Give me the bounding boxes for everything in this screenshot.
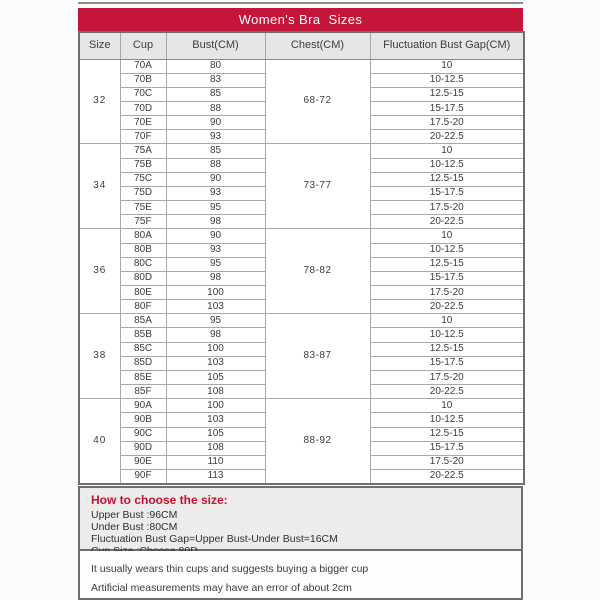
bust-cell-85A: 95: [166, 314, 265, 328]
chest-cell-38: 83-87: [265, 314, 370, 399]
gap-cell-90C: 12.5-15: [370, 427, 524, 441]
bust-cell-80D: 98: [166, 271, 265, 285]
cup-cell-80A: 80A: [120, 229, 166, 243]
gap-cell-80C: 12.5-15: [370, 257, 524, 271]
cup-cell-70C: 70C: [120, 87, 166, 101]
chest-cell-40: 88-92: [265, 399, 370, 484]
cup-cell-75F: 75F: [120, 215, 166, 229]
cup-cell-80C: 80C: [120, 257, 166, 271]
cup-cell-70D: 70D: [120, 101, 166, 115]
cup-cell-75D: 75D: [120, 186, 166, 200]
bust-cell-90B: 103: [166, 413, 265, 427]
how-to-heading: How to choose the size:: [91, 493, 228, 507]
size-cell-38: 38: [79, 314, 120, 399]
cup-cell-75B: 75B: [120, 158, 166, 172]
bust-cell-70B: 83: [166, 73, 265, 87]
cup-cell-75A: 75A: [120, 144, 166, 158]
bust-cell-90F: 113: [166, 470, 265, 484]
bust-cell-90E: 110: [166, 455, 265, 469]
cup-cell-85F: 85F: [120, 385, 166, 399]
cup-cell-85E: 85E: [120, 370, 166, 384]
gap-cell-90A: 10: [370, 399, 524, 413]
bust-cell-85D: 103: [166, 356, 265, 370]
how-to-lines: [91, 509, 511, 557]
cup-cell-80F: 80F: [120, 300, 166, 314]
gap-cell-90B: 10-12.5: [370, 413, 524, 427]
cup-cell-90E: 90E: [120, 455, 166, 469]
gap-cell-85C: 12.5-15: [370, 342, 524, 356]
bra-size-table: [78, 31, 525, 485]
cup-cell-70A: 70A: [120, 59, 166, 73]
column-header-bust-cm: Bust(CM): [166, 32, 265, 59]
gap-cell-85D: 15-17.5: [370, 356, 524, 370]
bust-cell-85C: 100: [166, 342, 265, 356]
table-row-70A: [79, 59, 524, 73]
note-line-2: Artificial measurements may have an error of about 2cm: [91, 582, 352, 594]
size-cell-40: 40: [79, 399, 120, 484]
size-cell-32: 32: [79, 59, 120, 144]
bust-cell-70A: 80: [166, 59, 265, 73]
cup-cell-85A: 85A: [120, 314, 166, 328]
gap-cell-80F: 20-22.5: [370, 300, 524, 314]
table-row-75A: [79, 144, 524, 158]
bust-cell-75F: 98: [166, 215, 265, 229]
gap-cell-75A: 10: [370, 144, 524, 158]
bust-cell-90C: 105: [166, 427, 265, 441]
bust-cell-80B: 93: [166, 243, 265, 257]
bust-cell-90A: 100: [166, 399, 265, 413]
gap-cell-80D: 15-17.5: [370, 271, 524, 285]
cup-cell-90B: 90B: [120, 413, 166, 427]
gap-cell-80E: 17.5-20: [370, 286, 524, 300]
table-row-80A: [79, 229, 524, 243]
chest-cell-32: 68-72: [265, 59, 370, 144]
bust-cell-80C: 95: [166, 257, 265, 271]
column-header-size: Size: [79, 32, 120, 59]
bust-cell-75B: 88: [166, 158, 265, 172]
gap-cell-75F: 20-22.5: [370, 215, 524, 229]
size-cell-34: 34: [79, 144, 120, 229]
note-line-1: It usually wears thin cups and suggests buying a bigger cup: [91, 563, 369, 575]
bust-cell-75D: 93: [166, 186, 265, 200]
top-divider: [78, 2, 523, 4]
column-header-chest-cm: Chest(CM): [265, 32, 370, 59]
how-to-line-2: Under Bust :80CM: [91, 521, 178, 533]
gap-cell-70B: 10-12.5: [370, 73, 524, 87]
chest-cell-36: 78-82: [265, 229, 370, 314]
cup-cell-70E: 70E: [120, 116, 166, 130]
header-row: [79, 32, 524, 59]
bust-cell-70F: 93: [166, 130, 265, 144]
gap-cell-85F: 20-22.5: [370, 385, 524, 399]
bust-cell-70D: 88: [166, 101, 265, 115]
gap-cell-80B: 10-12.5: [370, 243, 524, 257]
bust-cell-85E: 105: [166, 370, 265, 384]
cup-cell-70B: 70B: [120, 73, 166, 87]
bust-cell-70E: 90: [166, 116, 265, 130]
gap-cell-85A: 10: [370, 314, 524, 328]
bust-cell-75E: 95: [166, 201, 265, 215]
gap-cell-75E: 17.5-20: [370, 201, 524, 215]
chest-cell-34: 73-77: [265, 144, 370, 229]
size-table-body: [79, 59, 524, 484]
how-to-line-3: Fluctuation Bust Gap=Upper Bust-Under Bust=16CM: [91, 533, 338, 545]
bust-cell-80E: 100: [166, 286, 265, 300]
cup-cell-80E: 80E: [120, 286, 166, 300]
table-row-90A: [79, 399, 524, 413]
how-to-choose-box: [78, 486, 523, 551]
gap-cell-90F: 20-22.5: [370, 470, 524, 484]
column-header-cup: Cup: [120, 32, 166, 59]
size-cell-36: 36: [79, 229, 120, 314]
bust-cell-80F: 103: [166, 300, 265, 314]
notes-box: [78, 551, 523, 600]
gap-cell-70C: 12.5-15: [370, 87, 524, 101]
gap-cell-70D: 15-17.5: [370, 101, 524, 115]
gap-cell-90E: 17.5-20: [370, 455, 524, 469]
gap-cell-85B: 10-12.5: [370, 328, 524, 342]
gap-cell-80A: 10: [370, 229, 524, 243]
bust-cell-75C: 90: [166, 172, 265, 186]
bust-cell-90D: 108: [166, 441, 265, 455]
size-chart-sheet: [78, 0, 523, 600]
cup-cell-90D: 90D: [120, 441, 166, 455]
gap-cell-90D: 15-17.5: [370, 441, 524, 455]
chart-title: Women's Bra Sizes: [238, 12, 363, 27]
gap-cell-75D: 15-17.5: [370, 186, 524, 200]
bust-cell-75A: 85: [166, 144, 265, 158]
cup-cell-90C: 90C: [120, 427, 166, 441]
bust-cell-80A: 90: [166, 229, 265, 243]
gap-cell-75C: 12.5-15: [370, 172, 524, 186]
bust-cell-85B: 98: [166, 328, 265, 342]
cup-cell-80B: 80B: [120, 243, 166, 257]
cup-cell-85D: 85D: [120, 356, 166, 370]
gap-cell-75B: 10-12.5: [370, 158, 524, 172]
size-table-header: [79, 32, 524, 59]
table-row-85A: [79, 314, 524, 328]
cup-cell-85C: 85C: [120, 342, 166, 356]
cup-cell-90F: 90F: [120, 470, 166, 484]
bust-cell-85F: 108: [166, 385, 265, 399]
how-to-line-1: Upper Bust :96CM: [91, 509, 178, 521]
column-header-fluctuation-bust-gap-cm: Fluctuation Bust Gap(CM): [370, 32, 524, 59]
cup-cell-85B: 85B: [120, 328, 166, 342]
gap-cell-70E: 17.5-20: [370, 116, 524, 130]
cup-cell-90A: 90A: [120, 399, 166, 413]
chart-title-bar: [78, 8, 523, 31]
cup-cell-70F: 70F: [120, 130, 166, 144]
cup-cell-80D: 80D: [120, 271, 166, 285]
gap-cell-70A: 10: [370, 59, 524, 73]
cup-cell-75C: 75C: [120, 172, 166, 186]
cup-cell-75E: 75E: [120, 201, 166, 215]
gap-cell-85E: 17.5-20: [370, 370, 524, 384]
gap-cell-70F: 20-22.5: [370, 130, 524, 144]
bust-cell-70C: 85: [166, 87, 265, 101]
